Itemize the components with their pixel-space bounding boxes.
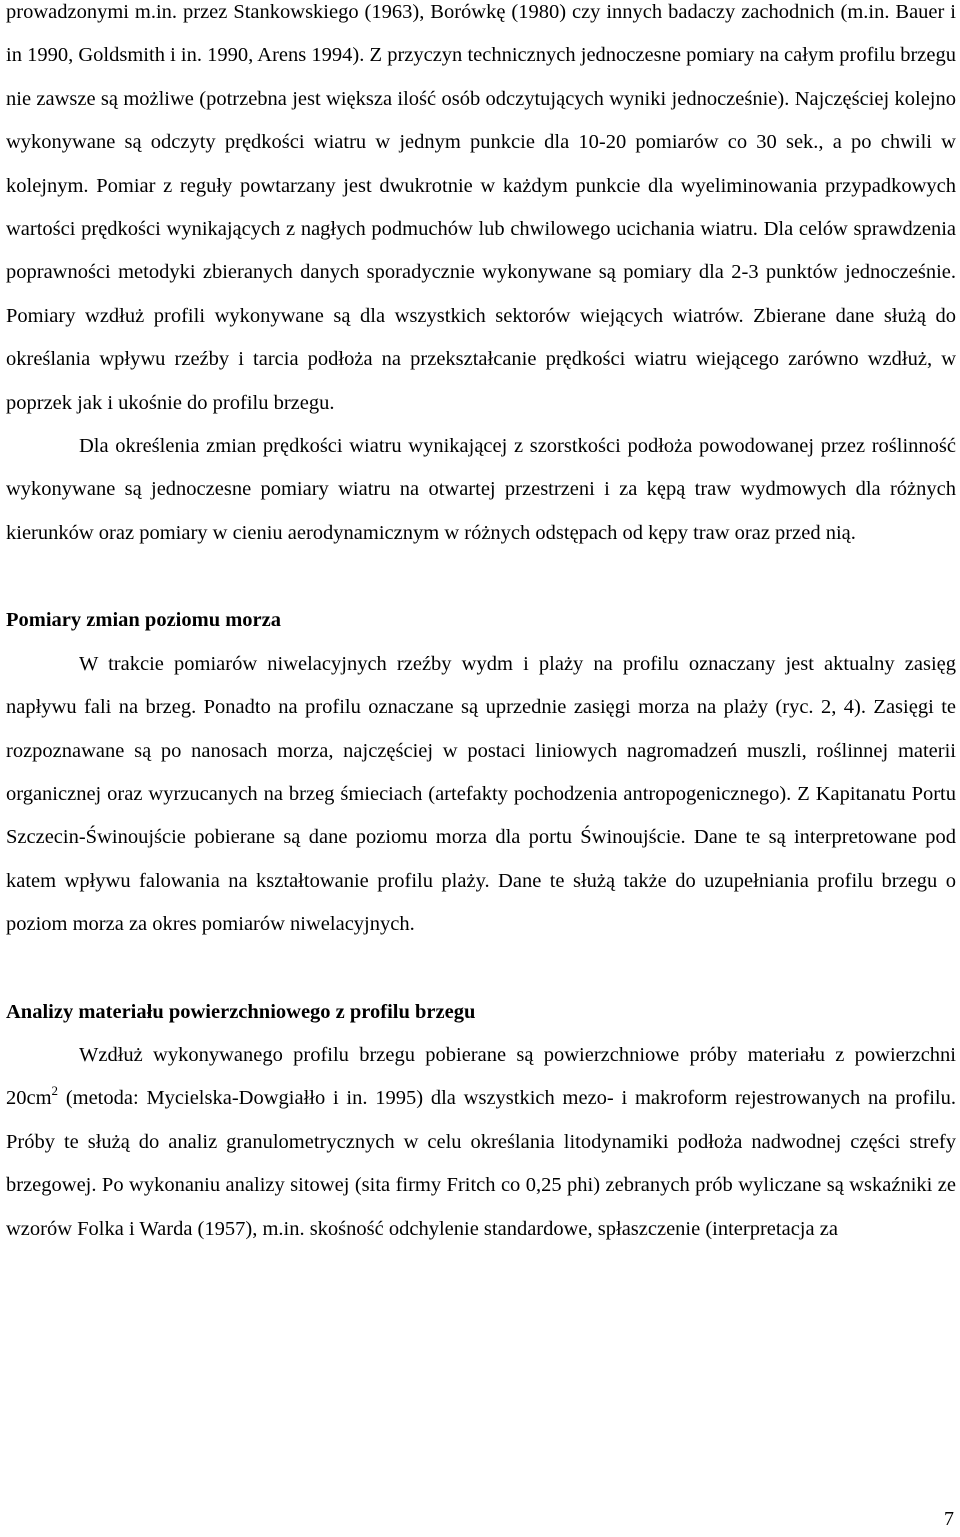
paragraph-wind-measurements: prowadzonymi m.in. przez Stankowskiego (1963), Borówkę (1980) czy innych badaczy zachodnich (m.in. Bauer i in 1990, Goldsmith i in. 1990, Arens 1994). Z przyczyn technicznych jednoczesne pomiary na całym profilu brzegu nie zawsze są możliwe (potrzebna jest większa ilość osób odczytujących wyniki jednocześnie). Najczęściej kolejno wykonywane są odczyty prędkości wiatru w jednym punkcie dla 10-20 pomiarów co 30 sek., a po chwili w kolejnym. Pomiar z reguły powtarzany jest dwukrotnie w każdym punkcie dla wyeliminowania przypadkowych wartości prędkości wynikających z nagłych podmuchów lub chwilowego ucichania wiatru. Dla celów sprawdzenia poprawności metodyki zbieranych danych sporadycznie wykonywane są pomiary dla 2-3 punktów jednocześnie. Pomiary wzdłuż profili wykonywane są dla wszystkich sektorów wiejących wiatrów. Zbierane dane służą do określania wpływu rzeźby i tarcia podłoża na przekształcanie prędkości wiatru wiejącego zarówno wzdłuż, w poprzek jak i ukośnie do profilu brzegu. (6, 1, 956, 414)
material-text-rest: (metoda: Mycielska-Dowgiałło i in. 1995) dla wszystkich mezo- i makroform rejestrowanych na profilu. Próby te służą do analiz granulometrycznych w celu określania litodynamiki podłoża nadwodnej części strefy brzegowej. Po wykonaniu analizy sitowej (sita firmy Fritch co 0,25 phi) zebranych prób wyliczane są wskaźniki ze wzorów Folka i Warda (1957), m.in. skośność odchylenie standardowe, spłaszczenie (interpretacja za (6, 1087, 956, 1240)
paragraph-surface-material (6, 1034, 956, 1251)
section-spacer (6, 947, 956, 991)
section-spacer (6, 555, 956, 599)
section-heading-sea-level: Pomiary zmian poziomu morza (6, 609, 281, 632)
paragraph-sea-level: W trakcie pomiarów niwelacyjnych rzeźby wydm i plaży na profilu oznaczany jest aktualny zasięg napływu fali na brzeg. Ponadto na profilu oznaczane są uprzednie zasięgi morza na plaży (ryc. 2, 4). Zasięgi te rozpoznawane są po nanosach morza, najczęściej w postaci liniowych nagromadzeń muszli, roślinnej materii organicznej oraz wyrzucanych na brzeg śmieciach (artefakty pochodzenia antropogenicznego). Z Kapitanatu Portu Szczecin-Świnoujście pobierane są dane poziomu morza dla portu Świnoujście. Dane te są interpretowane pod katem wpływu falowania na kształtowanie profilu plaży. Dane te służą także do uzupełniania profilu brzegu o poziom morza za okres pomiarów niwelacyjnych. (6, 652, 956, 936)
material-text-start: Wzdłuż wykonywanego profilu brzegu pobierane są powierzchniowe próby materiału z powierzchni 20cm (6, 1043, 956, 1110)
document-page (6, 0, 956, 1251)
area-exponent: 2 (51, 1082, 59, 1098)
section-heading-surface-material: Analizy materiału powierzchniowego z profilu brzegu (6, 1000, 476, 1023)
page-number: 7 (944, 1508, 954, 1530)
paragraph-vegetation-roughness: Dla określenia zmian prędkości wiatru wynikającej z szorstkości podłoża powodowanej przez roślinność wykonywane są jednoczesne pomiary wiatru na otwartej przestrzeni i za kępą traw wydmowych dla różnych kierunków oraz pomiary w cieniu aerodynamicznym w różnych odstępach od kępy traw oraz przed nią. (6, 435, 956, 544)
